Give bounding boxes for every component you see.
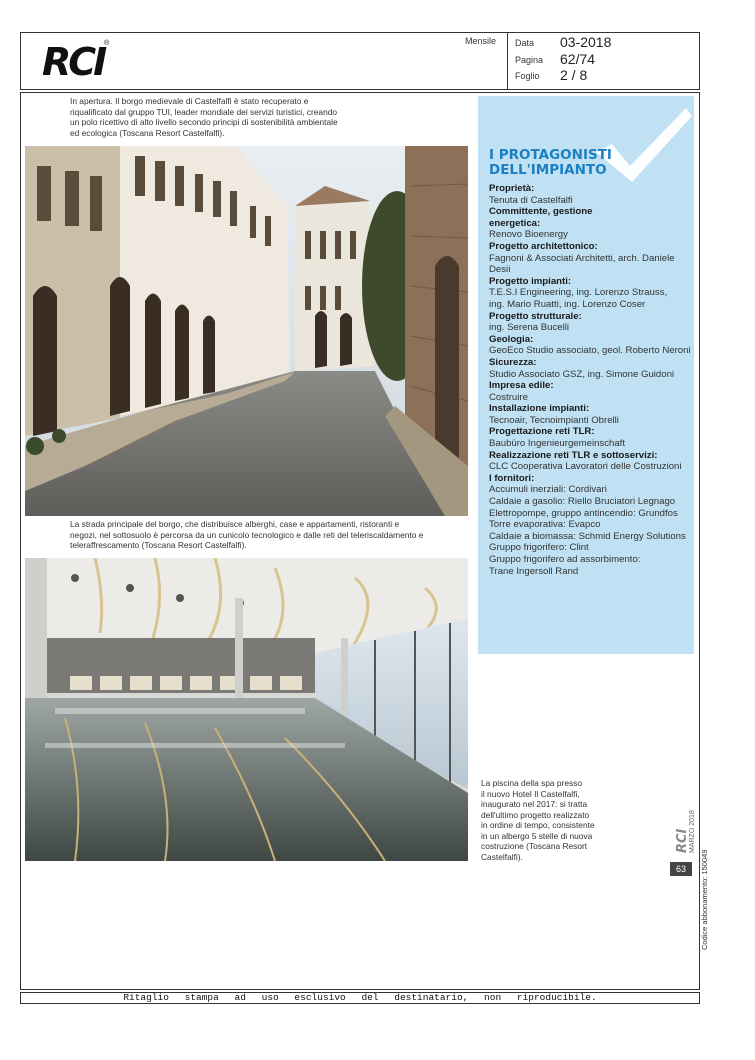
panel-entry: Caldaie a gasolio: Riello Bruciatori Legnago bbox=[489, 496, 676, 508]
panel-title bbox=[489, 148, 612, 178]
panel-entry: ing. Serena Bucelli bbox=[489, 322, 569, 334]
panel-heading: Sicurezza: bbox=[489, 356, 537, 368]
date-value: 03-2018 bbox=[560, 34, 612, 50]
panel-entry: T.E.S.I Engineering, ing. Lorenzo Strauss, bbox=[489, 287, 668, 299]
panel-entry: Accumuli inerziali: Cordivari bbox=[489, 484, 607, 496]
panel-entry: Elettropompe, gruppo antincendio: Grundfos bbox=[489, 507, 678, 519]
caption-line: negozi, nel sottosuolo è percorsa da un cunicolo tecnologico e dalle reti del teleriscaldamento e bbox=[70, 529, 424, 540]
panel-heading: I fornitori: bbox=[489, 472, 535, 484]
panel-entry: Renovo Bioenergy bbox=[489, 229, 568, 241]
logo: RCI bbox=[42, 40, 105, 84]
panel-heading: Progetto strutturale: bbox=[489, 310, 582, 322]
caption-line: ed ecologica (Toscana Resort Castelfalfi). bbox=[70, 127, 225, 138]
caption-line: un polo ricettivo di alto livello secondo principi di sostenibilità ambientale bbox=[70, 117, 338, 127]
side-magazine-name: RCI bbox=[675, 828, 690, 853]
panel-entry: Studio Associato GSZ, ing. Simone Guidoni bbox=[489, 368, 675, 380]
panel-entry: Gruppo frigorifero ad assorbimento: bbox=[489, 554, 641, 565]
caption-line: teleraffrescamento (Toscana Resort Castelfalfi). bbox=[70, 540, 247, 550]
street-illustration bbox=[25, 146, 468, 516]
caption-main-street bbox=[70, 519, 468, 551]
date-label: Data bbox=[515, 38, 535, 48]
caption-line: costruzione (Toscana Resort bbox=[481, 841, 588, 851]
panel-entry: Fagnoni & Associati Architetti, arch. Daniele bbox=[489, 252, 675, 264]
sheet-label: Foglio bbox=[515, 71, 540, 81]
panel-heading: energetica: bbox=[489, 217, 541, 229]
caption-line: La strada principale del borgo, che distribuisce alberghi, case e appartamenti, ristoranti e bbox=[70, 519, 400, 529]
caption-line: Castelfalfi). bbox=[481, 851, 523, 862]
panel-heading: Progettazione reti TLR: bbox=[489, 426, 595, 438]
caption-opening bbox=[70, 96, 390, 138]
panel-entry: Baubüro Ingenieurgemeinschaft bbox=[489, 438, 626, 450]
panel-entry: Tecnoair, Tecnoimpianti Obrelli bbox=[489, 414, 619, 426]
panel-entry: Desii bbox=[489, 264, 511, 276]
caption-line: in un albergo 5 stelle di nuova bbox=[481, 830, 593, 841]
side-issue-date: MARZO 2018 bbox=[689, 810, 696, 853]
page-value: 62/74 bbox=[560, 51, 596, 67]
side-magazine-label bbox=[672, 775, 696, 855]
panel-entry: Torre evaporativa: Evapco bbox=[489, 519, 601, 531]
panel-entry: Caldaie a biomassa: Schmid Energy Solutions bbox=[489, 530, 686, 542]
footer-notice: Ritaglio stampa ad uso esclusivo del destinatario, non riproducibile. bbox=[123, 992, 597, 1003]
panel-entry: ing. Mario Ruatti, ing. Lorenzo Coser bbox=[489, 298, 646, 310]
frequency-label: Mensile bbox=[465, 36, 497, 46]
sheet-value: 2 / 8 bbox=[560, 67, 588, 83]
caption-spa-pool bbox=[481, 778, 661, 862]
panel-entry: Gruppo frigorifero: Clint bbox=[489, 542, 589, 554]
panel-entry: Costruire bbox=[489, 391, 528, 403]
caption-line: in ordine di tempo, consistente bbox=[481, 820, 595, 830]
caption-line: il nuovo Hotel Il Castelfalfi, bbox=[481, 788, 580, 799]
panel-heading: Progetto architettonico: bbox=[489, 240, 598, 252]
panel-heading: Installazione impianti: bbox=[489, 403, 590, 415]
panel-entry: Tenuta di Castelfalfi bbox=[489, 194, 573, 206]
panel-entry: GeoEco Studio associato, geol. Roberto Neroni bbox=[489, 345, 691, 357]
panel-heading: Impresa edile: bbox=[489, 380, 554, 392]
panel-heading: Progetto impianti: bbox=[489, 275, 572, 287]
panel-heading: Committente, gestione bbox=[489, 206, 593, 218]
page-number-tab: 63 bbox=[670, 862, 692, 876]
caption-line: dell'ultimo progetto realizzato bbox=[481, 809, 590, 820]
pool-illustration bbox=[25, 558, 468, 861]
panel-entry: CLC Cooperativa Lavoratori delle Costruzioni bbox=[489, 461, 682, 473]
caption-line: inaugurato nel 2017: si tratta bbox=[481, 799, 588, 809]
logo-registered-mark: ® bbox=[104, 40, 110, 47]
caption-line: riqualificato dal gruppo TUI, leader mondiale dei servizi turistici, creando bbox=[70, 106, 338, 117]
panel-heading: Geologia: bbox=[489, 333, 534, 345]
page-label: Pagina bbox=[515, 55, 544, 65]
panel-title-line: I PROTAGONISTI bbox=[489, 147, 612, 163]
caption-line: La piscina della spa presso bbox=[481, 778, 583, 788]
photo-spa-pool bbox=[25, 558, 468, 861]
protagonists-list bbox=[489, 183, 693, 577]
panel-entry: Trane Ingersoll Rand bbox=[489, 565, 579, 577]
panel-heading: Proprietà: bbox=[489, 183, 535, 194]
subscription-code: Codice abbonamento: 150049 bbox=[700, 849, 709, 950]
panel-title-line: DELL'IMPIANTO bbox=[489, 162, 607, 178]
caption-line: In apertura. Il borgo medievale di Castelfalfi è stato recuperato e bbox=[70, 96, 309, 106]
panel-heading: Realizzazione reti TLR e sottoservizi: bbox=[489, 449, 658, 461]
photo-village-street bbox=[25, 146, 468, 516]
